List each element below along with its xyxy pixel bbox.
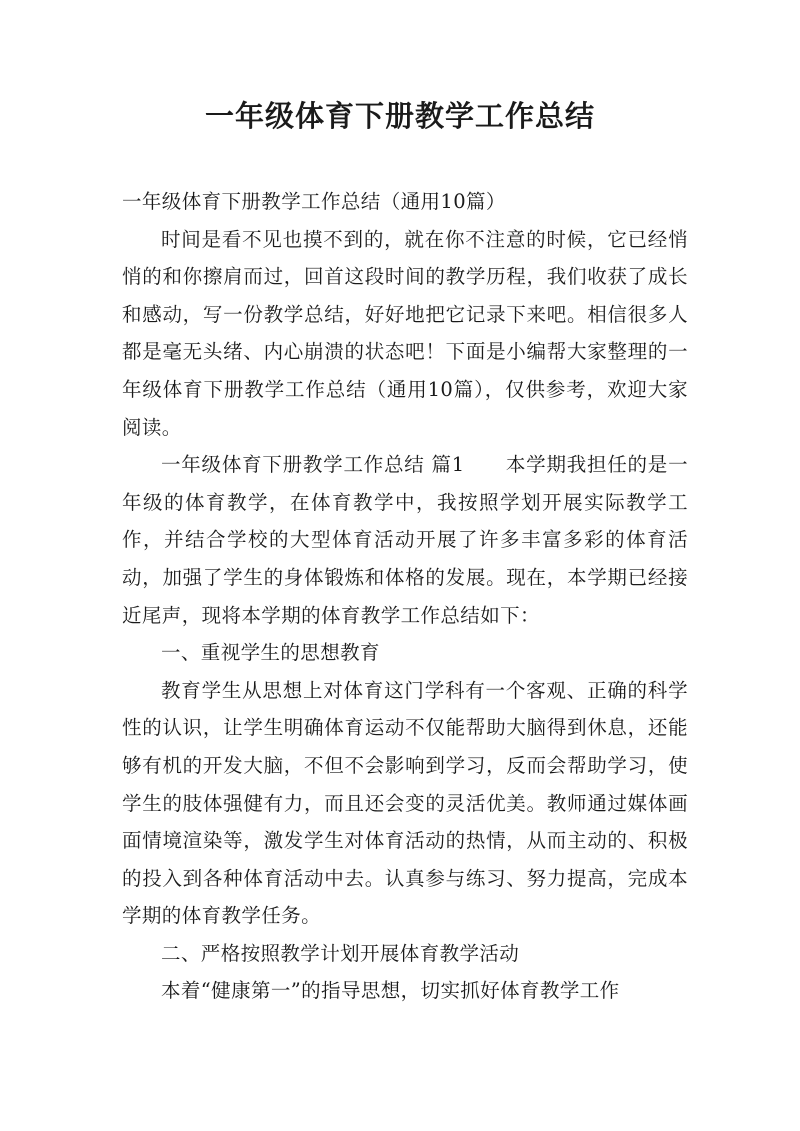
section2-heading: 二、严格按照教学计划开展体育教学活动 xyxy=(161,941,520,965)
part1-paragraph xyxy=(122,446,688,634)
section2-paragraph: 本着“健康第一”的指导思想，切实抓好体育教学工作 xyxy=(161,979,620,1003)
document-title: 一年级体育下册教学工作总结 xyxy=(204,99,595,133)
document-subtitle: 一年级体育下册教学工作总结（通用10篇） xyxy=(122,190,506,213)
document-body xyxy=(122,183,688,1010)
part1-text: 本学期我担任的是一年级的体育教学，在体育教学中，我按照学划开展实际教学工作，并结合学校的大型体育活动开展了许多丰富多彩的体育活动，加强了学生的身体锻炼和体格的发展。现在，本学期已经接近尾声，现将本学期的体育教学工作总结如下： xyxy=(122,453,688,627)
part1-heading: 一年级体育下册教学工作总结 篇1 xyxy=(161,453,465,477)
section1-paragraph: 教育学生从思想上对体育这门学科有一个客观、正确的科学性的认识，让学生明确体育运动不仅能帮助大脑得到休息，还能够有机的开发大脑，不但不会影响到学习，反而会帮助学习，使学生的肢体强健有力，而且还会变的灵活优美。教师通过媒体画面情境渲染等，激发学生对体育活动的热情，从而主动的、积极的投入到各种体育活动中去。认真参与练习、努力提高，完成本学期的体育教学任务。 xyxy=(122,678,688,928)
section1-heading: 一、重视学生的思想教育 xyxy=(161,641,380,665)
intro-paragraph: 时间是看不见也摸不到的，就在你不注意的时候，它已经悄悄的和你擦肩而过，回首这段时间的教学历程，我们收获了成长和感动，写一份教学总结，好好地把它记录下来吧。相信很多人都是毫无头绪、内心崩溃的状态吧！下面是小编帮大家整理的一年级体育下册教学工作总结（通用10篇），仅供参考，欢迎大家阅读。 xyxy=(122,227,688,439)
